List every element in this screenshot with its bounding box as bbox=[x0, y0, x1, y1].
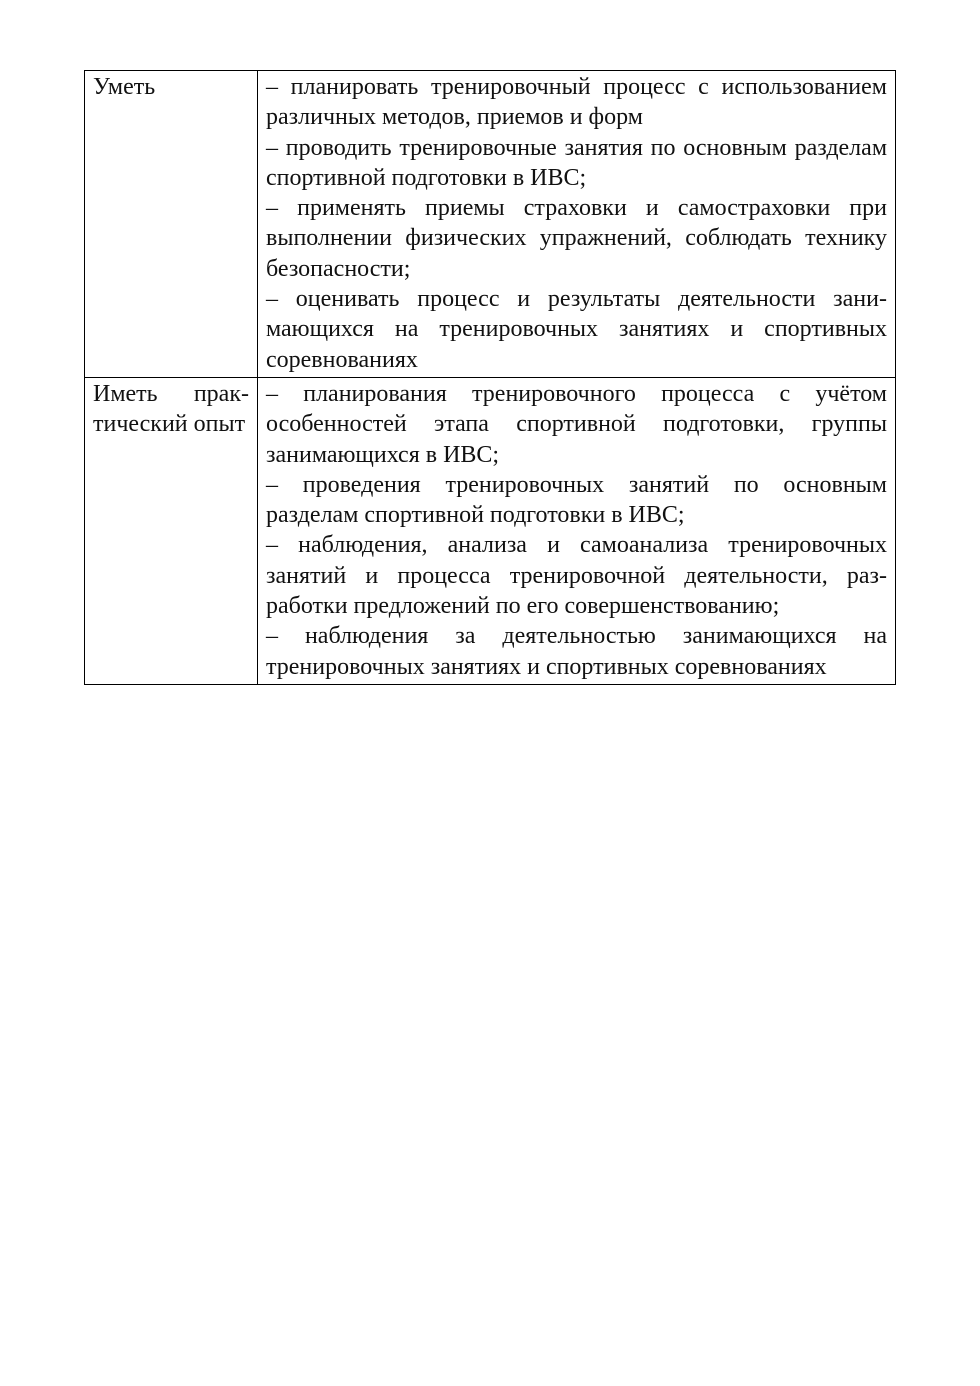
row-label-cell bbox=[85, 71, 258, 378]
list-item: – проведения тренировочных занятий по основным разделам спортивной подготовки в ИВС; bbox=[266, 471, 887, 529]
list-item: – оценивать процесс и результаты деятельности занимающихся на тренировочных занятиях и спортивных соревнованиях bbox=[266, 286, 887, 373]
competency-table bbox=[84, 70, 896, 685]
row-label: Уметь bbox=[93, 74, 156, 100]
list-item: – проводить тренировочные занятия по основным разделам спортивной подготовки в ИВС; bbox=[266, 134, 887, 191]
row-content-cell bbox=[258, 71, 896, 378]
list-item: – наблюдения за деятельностью занимающихся на тренировочных занятиях и спортивных соревнованиях bbox=[266, 623, 887, 680]
list-item: – планирования тренировочного процесса с учётом особенностей этапа спортивной подготовки, группы занимающихся в ИВС; bbox=[266, 380, 887, 468]
table-row bbox=[85, 71, 896, 378]
list-item: – наблюдения, анализа и самоанализа тренировочных занятий и процесса тренировочной деятельности, разработки предложений по его совершенствованию; bbox=[266, 532, 887, 620]
row-content-cell bbox=[258, 377, 896, 684]
table-row bbox=[85, 377, 896, 684]
list-item: – применять приемы страховки и самостраховки при выполнении физических упражнений, соблюдать технику безопасности; bbox=[266, 195, 887, 282]
list-item: – планировать тренировочный процесс с использованием различных методов, приемов и форм bbox=[266, 74, 887, 131]
row-label: Иметь практический опыт bbox=[93, 380, 249, 438]
row-label-cell bbox=[85, 377, 258, 684]
